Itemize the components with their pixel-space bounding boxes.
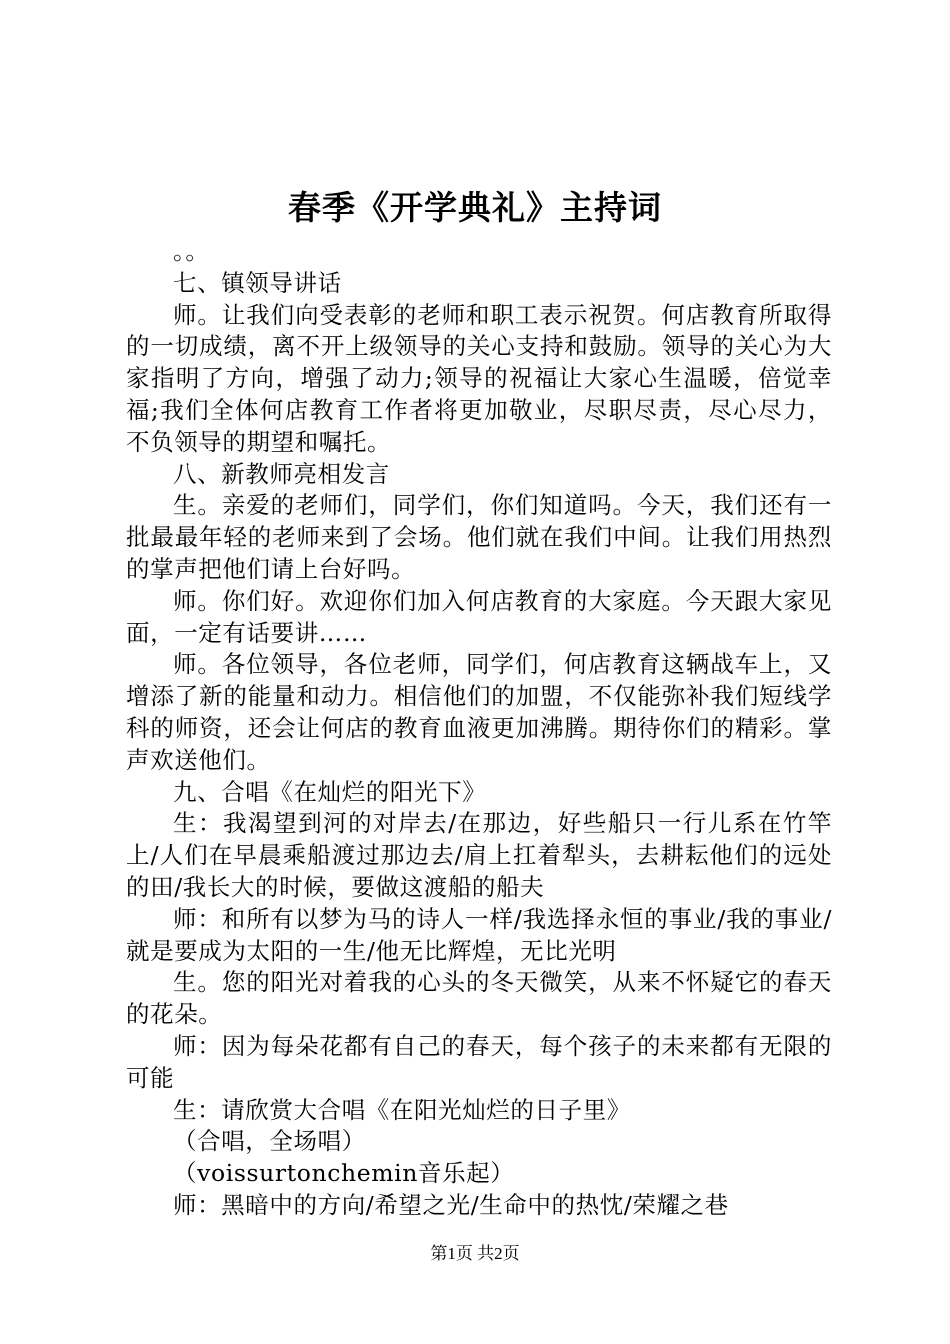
paragraph: 师：和所有以梦为马的诗人一样/我选择永恒的事业/我的事业/就是要成为太阳的一生/他无比辉煌，无比光明 — [126, 904, 832, 965]
paragraph: 生：我渴望到河的对岸去/在那边，好些船只一行儿系在竹竿上/人们在早晨乘船渡过那边去/肩上扛着犁头，去耕耘他们的远处的田/我长大的时候，要做这渡船的船夫 — [126, 809, 832, 901]
section-heading-9: 九、合唱《在灿烂的阳光下》 — [173, 777, 487, 806]
paragraph: 师：因为每朵花都有自己的春天，每个孩子的未来都有无限的可能 — [126, 1031, 832, 1092]
paragraph: 师：黑暗中的方向/希望之光/生命中的热忱/荣耀之巷 — [173, 1190, 729, 1219]
paragraph: 生。您的阳光对着我的心头的冬天微笑，从来不怀疑它的春天的花朵。 — [126, 968, 832, 1029]
paragraph: 生。亲爱的老师们，同学们，你们知道吗。今天，我们还有一批最最年轻的老师来到了会场。他们就在我们中间。让我们用热烈的掌声把他们请上台好吗。 — [126, 491, 832, 583]
paragraph: 师。让我们向受表彰的老师和职工表示祝贺。何店教育所取得的一切成绩，离不开上级领导的关心支持和鼓励。领导的关心为大家指明了方向，增强了动力;领导的祝福让大家心生温暖，倍觉幸福;我们全体何店教育工作者将更加敬业，尽职尽责，尽心尽力，不负领导的期望和嘱托。 — [126, 300, 832, 456]
paragraph: （合唱，全场唱） — [173, 1127, 366, 1156]
section-heading-7: 七、镇领导讲话 — [173, 268, 342, 297]
page-title: 春季《开学典礼》主持词 — [288, 188, 662, 227]
paragraph: 生：请欣赏大合唱《在阳光灿烂的日子里》 — [173, 1095, 631, 1124]
paragraph: 师。各位领导，各位老师，同学们，何店教育这辆战车上，又增添了新的能量和动力。相信他们的加盟，不仅能弥补我们短线学科的师资，还会让何店的教育血液更加沸腾。期待你们的精彩。掌声欢送他们。 — [126, 650, 832, 774]
paragraph: 师。你们好。欢迎你们加入何店教育的大家庭。今天跟大家见面，一定有话要讲…… — [126, 586, 832, 647]
paragraph-ellipsis: 。。 — [173, 237, 210, 265]
page-footer: 第1页 共2页 — [430, 1244, 520, 1263]
section-heading-8: 八、新教师亮相发言 — [173, 459, 390, 488]
document-body — [126, 236, 832, 1222]
paragraph: （voissurtonchemin音乐起） — [173, 1159, 515, 1188]
